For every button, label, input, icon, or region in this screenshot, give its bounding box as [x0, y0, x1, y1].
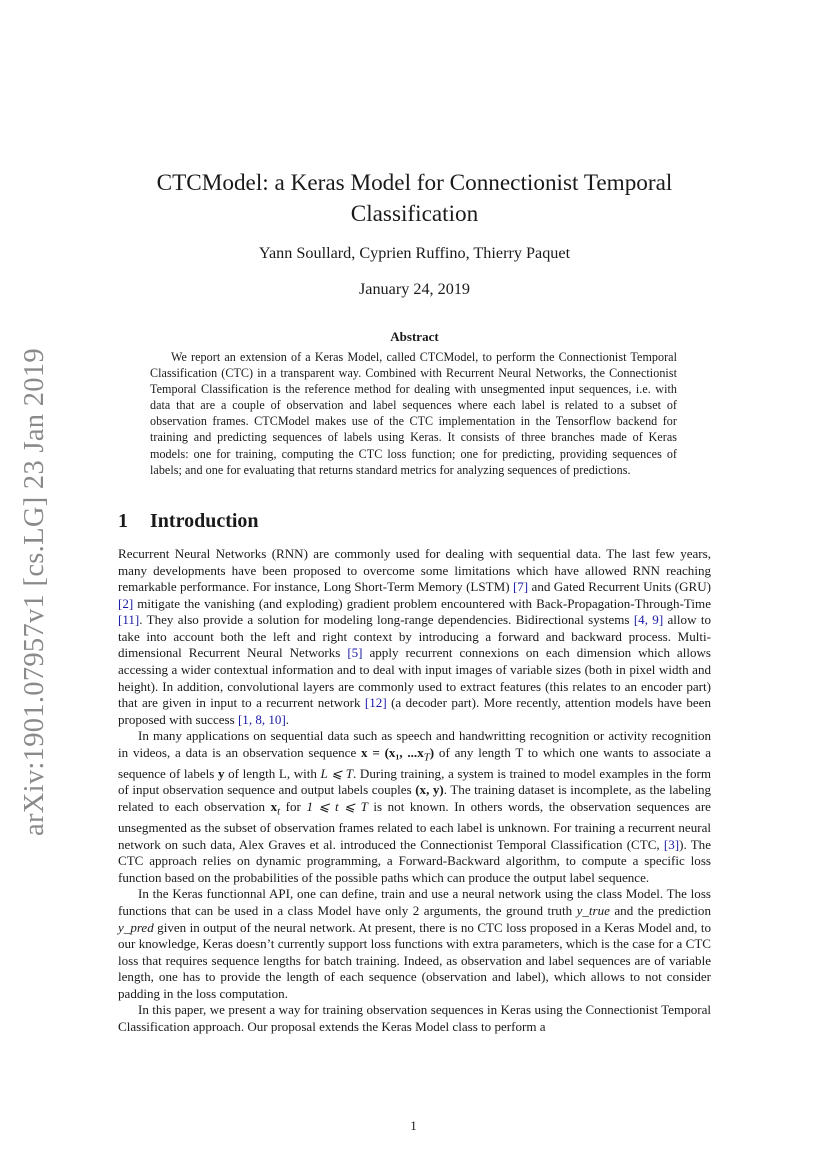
paper-title: CTCModel: a Keras Model for Connectionist Temporal Classification — [156, 170, 673, 227]
page-number: 1 — [410, 1118, 417, 1133]
citation-link[interactable]: [2] — [118, 595, 134, 611]
citation-link[interactable]: [7] — [512, 579, 529, 595]
code-y-true: y_true — [576, 903, 610, 919]
paragraph-4: In this paper, we present a way for training observation sequences in Keras using the Connectionist Temporal Classification approach. Our proposal extends the Keras Model class to perform a — [118, 1002, 711, 1034]
body-text — [118, 546, 711, 1036]
abstract-heading: Abstract — [390, 329, 439, 344]
citation-link[interactable]: [12] — [364, 695, 387, 711]
citation-link[interactable]: [1, 8, 10] — [237, 711, 286, 727]
math-sequence: x = (x₁, ...x — [361, 744, 424, 760]
paragraph-2: In many applications on sequential data such as speech and handwritting recognition or activity recognition in videos, a data is an observation sequence x = (x₁, $...x_T$) of any length T to which one wants to associate a sequence of labels y of length L, with L ⩽ T. During training, a system is trained to model examples in the form of input observation sequence and output labels couples (x, y). The training dataset is incomplete, as the labeling related to each observation $x_t$ for 1 ⩽ t ⩽ T is not known. In others words, the observation sequences are unsegmented as the subset of observation frames related to each label is unknown. For training a recurrent neural network on such data, Alex Graves et al. introduced the Connectionist Temporal Classification (CTC, [3]). The CTC approach relies on dynamic programming, a Forward-Backward algorithm, to compute a specific loss function based on the probabilities of the possible paths which can produce the output label sequence. — [118, 728, 711, 885]
section-number: 1 — [118, 510, 128, 532]
math-label-seq: y — [217, 765, 225, 781]
publication-date: January 24, 2019 — [358, 280, 471, 298]
citation-link[interactable]: [5] — [347, 645, 363, 661]
math-range: 1 ⩽ t ⩽ T — [306, 799, 368, 815]
citation-link[interactable]: [4, 9] — [633, 612, 664, 628]
paragraph-3: In the Keras functionnal API, one can define, train and use a neural network using the class Model. The loss functions that can be used in a class Model have only 2 arguments, the ground truth y_true and the prediction y_pred given in output of the neural network. At present, there is no CTC loss proposed in a Keras Model and, to our knowledge, Keras doesn’t currently support loss functions with extra parameters, which is the case for a CTC loss that requires sequence lengths for batch training. Indeed, as observation and label sequences are of variable length, one has to provide the length of each sequence (observation and label), which allows to not consider padding in the loss computation. — [118, 886, 711, 1001]
arxiv-identifier[interactable]: arXiv:1901.07957v1 [cs.LG] 23 Jan 2019 — [19, 348, 50, 836]
section-title: Introduction — [150, 510, 259, 532]
math-inequality: L ⩽ T — [320, 765, 354, 781]
citation-link[interactable]: [11] — [118, 612, 140, 628]
citation-link[interactable]: [3] — [663, 836, 680, 852]
paragraph-1: Recurrent Neural Networks (RNN) are commonly used for dealing with sequential data. The last few years, many developments have been proposed to overcome some limitations which have allowed RNN reaching remarkable performance. For instance, Long Short-Term Memory (LSTM) [7] and Gated Recurrent Units (GRU) [2] mitigate the vanishing (and exploding) gradient problem encountered with Back-Propagation-Through-Time [11]. They also provide a solution for modeling long-range dependencies. Bidirectional systems [4, 9] allow to take into account both the left and right context by introducing a forward and backward process. Multi-dimensional Recurrent Neural Networks [5] apply recurrent connexions on each dimension which allows accessing a wider contextual information and to deal with input images of variable sizes (both in pixel width and height). In addition, convolutional layers are commonly used to extract features (this relates to an encoder part) that are given in input to a recurrent network [12] (a decoder part). More recently, attention models have been proposed with success [1, 8, 10]. — [118, 546, 711, 727]
authors: Yann Soullard, Cyprien Ruffino, Thierry Paquet — [258, 244, 571, 262]
math-observation: x — [270, 799, 278, 815]
abstract-text: We report an extension of a Keras Model, called CTCModel, to perform the Connectionist Temporal Classification (CTC) in a transparent way. Combined with Recurrent Neural Networks, the Connectionist Temporal Classification is the reference method for dealing with unsegmented input sequences, i.e. with data that are a couple of observation and label sequences where each label is related to a subset of observation frames. CTCModel makes use of the CTC implementation in the Tensorflow backend for training and predicting sequences of labels using Keras. It consists of three branches made of Keras models: one for training, computing the CTC loss function; one for predicting, providing sequences of labels; and one for evaluating that returns standard metrics for analyzing sequences of predictions. — [150, 350, 677, 477]
section-heading — [118, 510, 259, 533]
code-y-pred: y_pred — [118, 919, 154, 935]
math-couple: (x, y) — [415, 782, 444, 798]
